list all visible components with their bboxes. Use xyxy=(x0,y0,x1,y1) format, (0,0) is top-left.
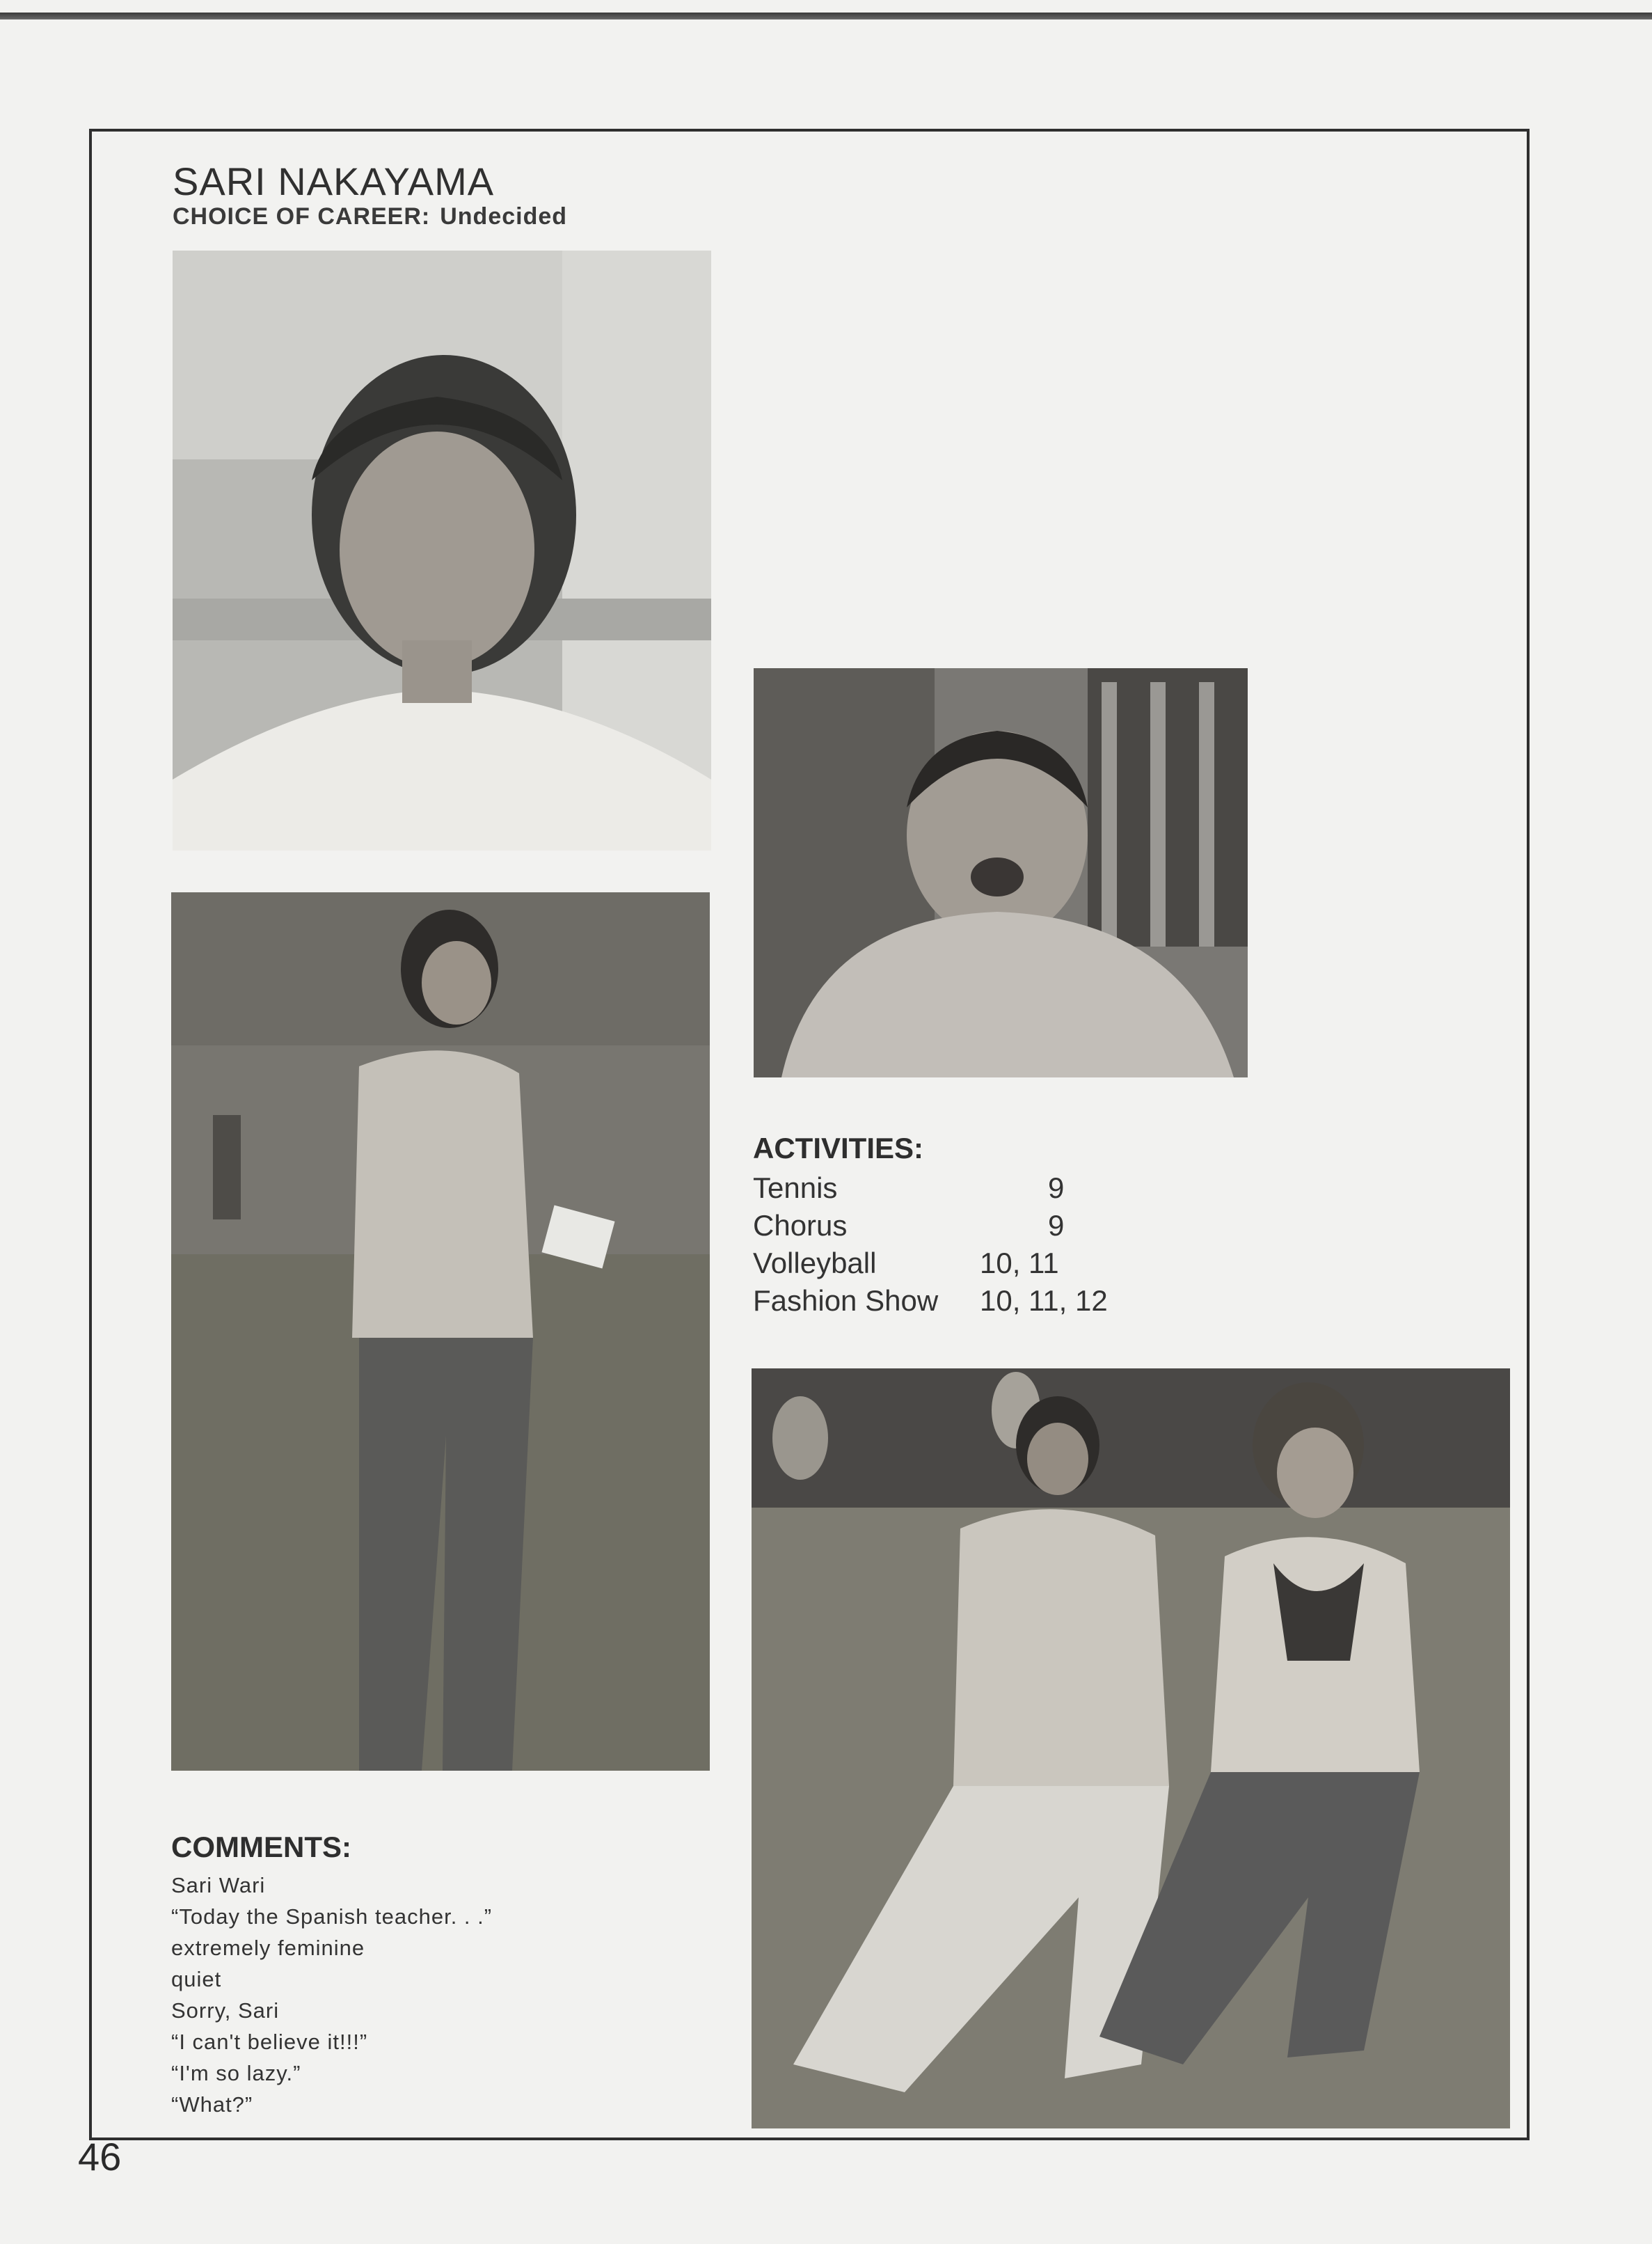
comment-line: “I'm so lazy.” xyxy=(171,2061,301,2085)
comments-section xyxy=(171,1831,686,2120)
comment-line: extremely feminine xyxy=(171,1936,365,1960)
activity-years: 10, 11 xyxy=(980,1247,1059,1279)
group-sitting-photo xyxy=(752,1368,1510,2128)
career-label: CHOICE OF CAREER: xyxy=(173,203,431,230)
comment-line: “Today the Spanish teacher. . .” xyxy=(171,1904,493,1929)
comment-line: “I can't believe it!!!” xyxy=(171,2030,368,2054)
comments-heading: COMMENTS: xyxy=(171,1831,351,1863)
activity-name: Tennis xyxy=(753,1171,838,1204)
childhood-photo xyxy=(754,668,1248,1077)
activity-row xyxy=(753,1207,1184,1245)
activity-name: Fashion Show xyxy=(753,1284,939,1317)
activity-row xyxy=(753,1245,1184,1282)
activity-row xyxy=(753,1169,1184,1207)
comment-line: quiet xyxy=(171,1967,222,1991)
activity-name: Volleyball xyxy=(753,1247,877,1279)
portrait-photo xyxy=(173,251,711,851)
activity-name: Chorus xyxy=(753,1209,848,1242)
activity-years: 9 xyxy=(1048,1171,1065,1204)
student-name: SARI NAKAYAMA xyxy=(173,159,495,203)
page-number: 46 xyxy=(78,2135,122,2179)
comment-line: Sorry, Sari xyxy=(171,1998,280,2023)
comment-line: “What?” xyxy=(171,2092,253,2117)
activities-section xyxy=(753,1132,1184,1320)
top-rule xyxy=(0,13,1652,19)
career-value: Undecided xyxy=(440,203,568,230)
activity-years: 9 xyxy=(1048,1209,1065,1242)
activity-years: 10, 11, 12 xyxy=(980,1284,1108,1317)
comment-line: Sari Wari xyxy=(171,1873,266,1897)
activities-heading: ACTIVITIES: xyxy=(753,1132,924,1164)
activity-row xyxy=(753,1282,1184,1320)
career-line xyxy=(173,203,567,230)
standing-photo xyxy=(171,892,710,1771)
